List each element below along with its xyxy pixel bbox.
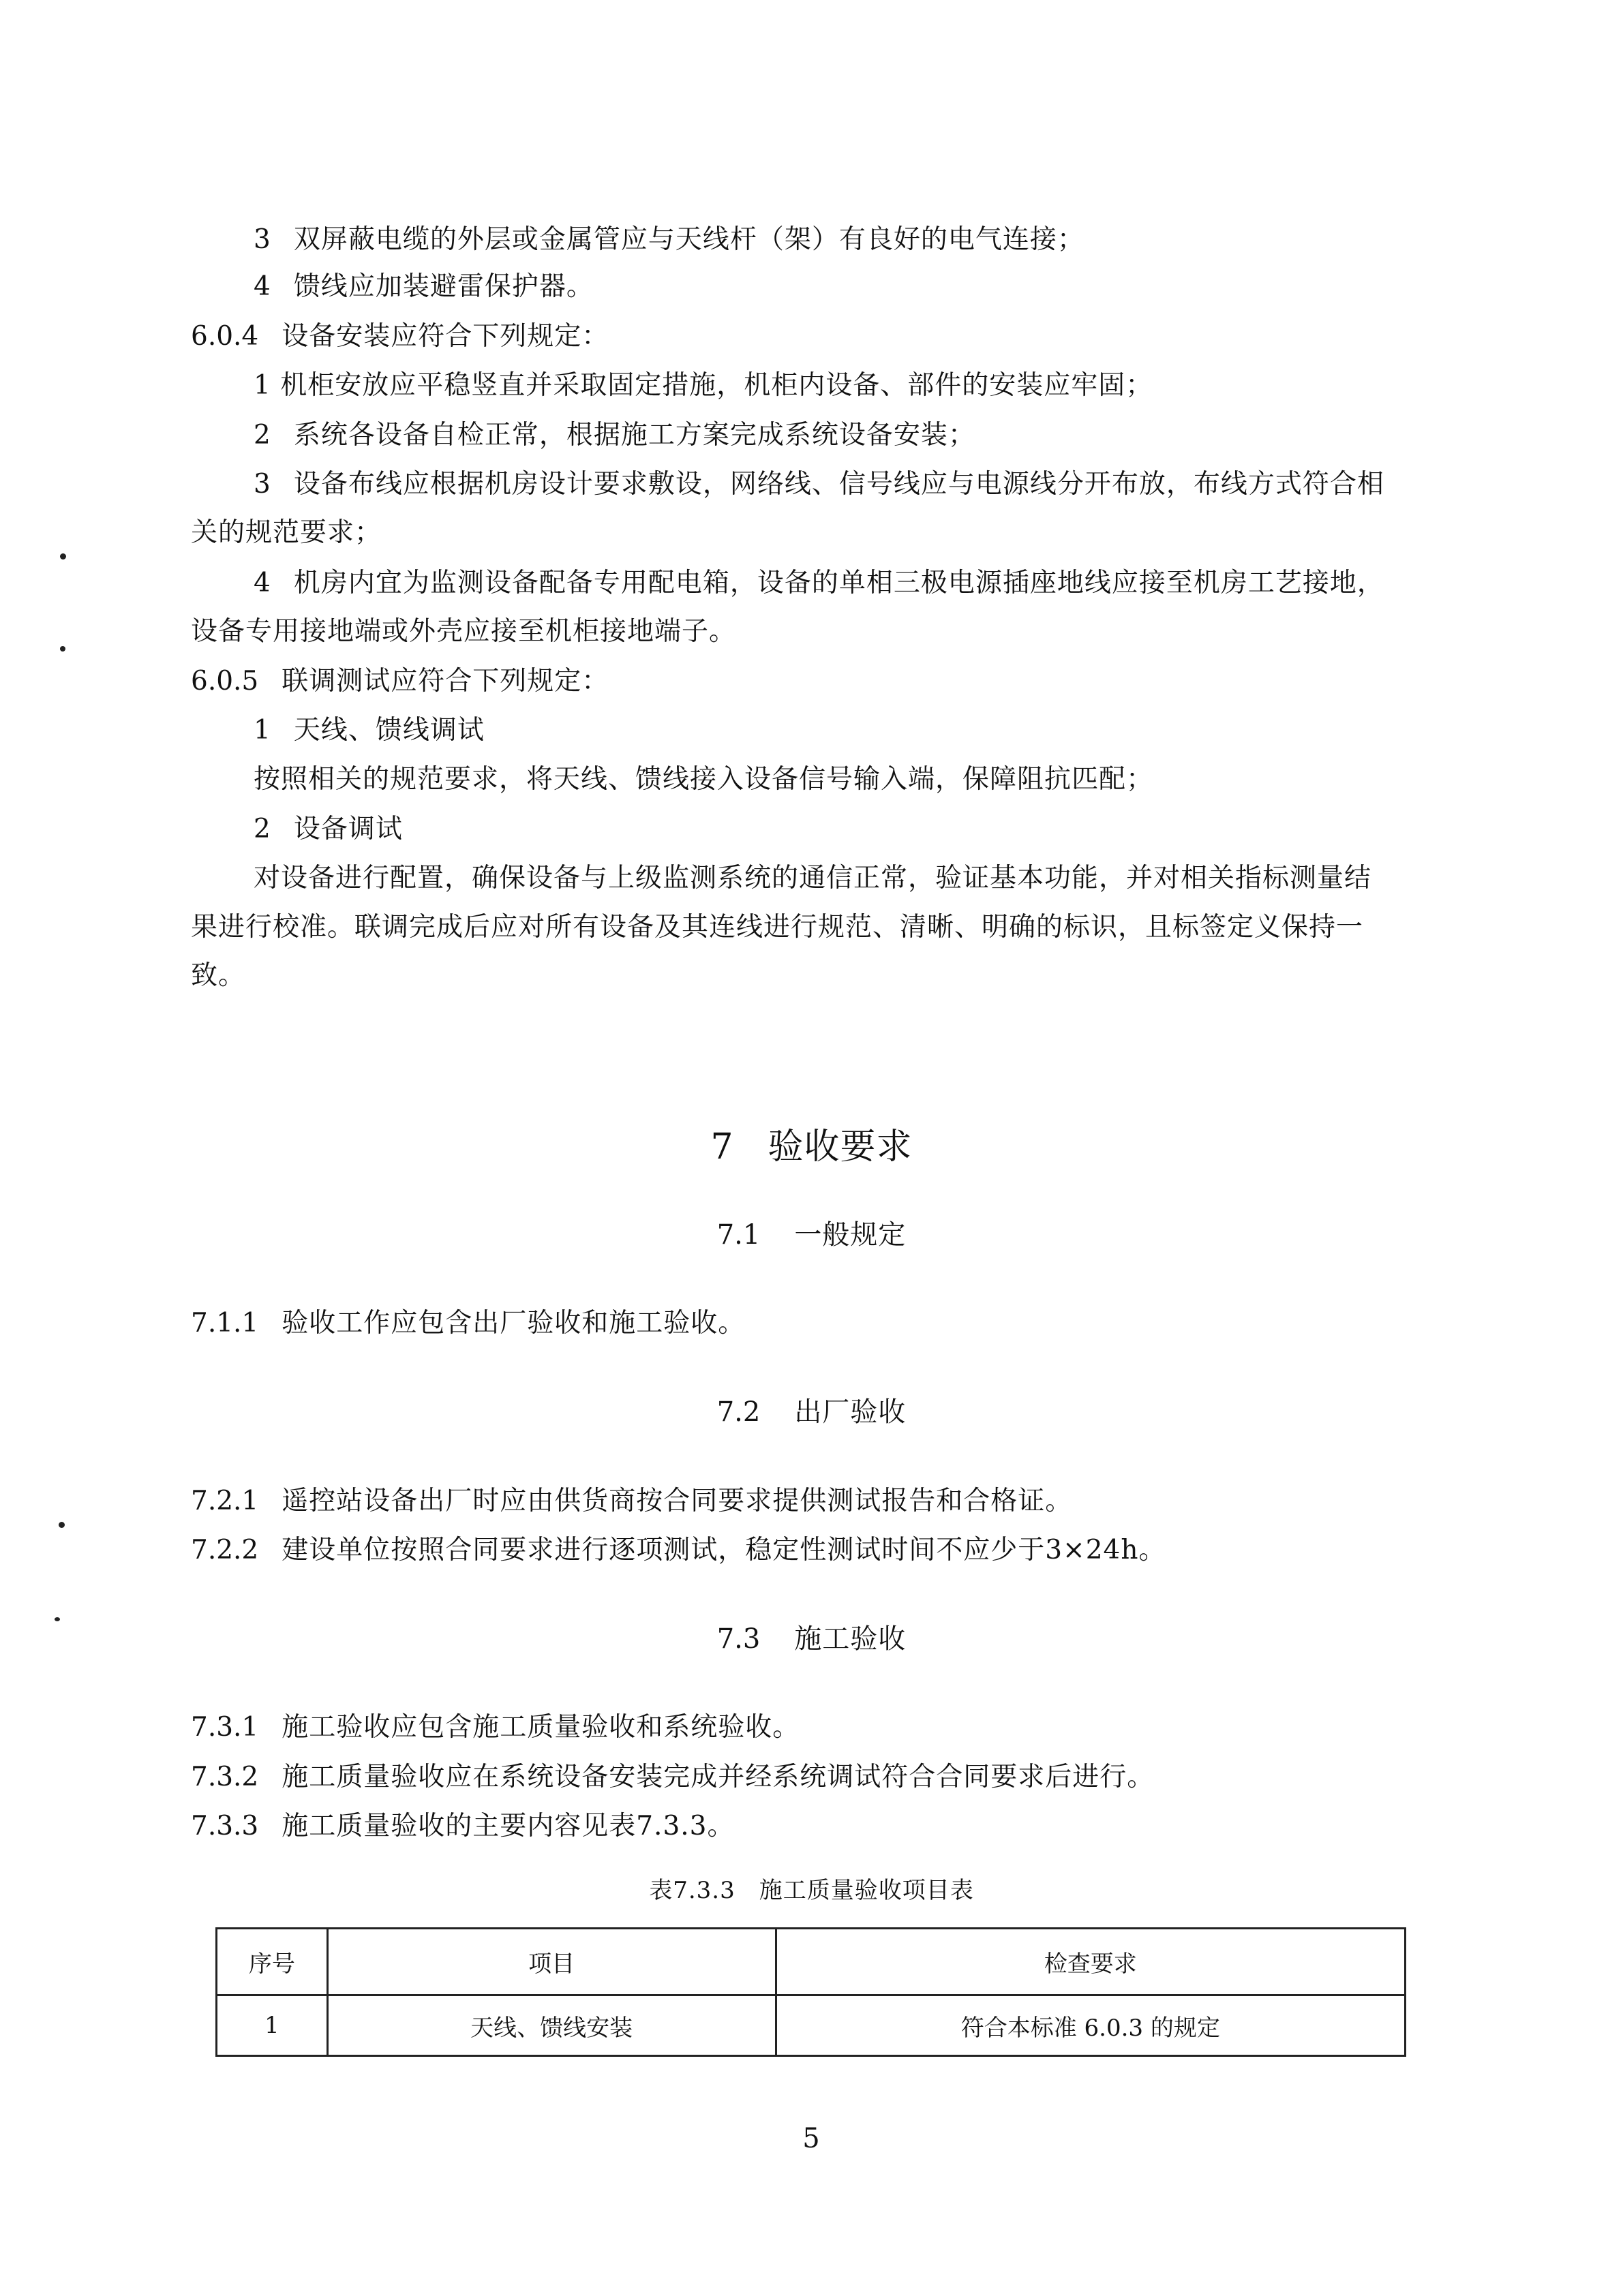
list-item-continuation: 致。 bbox=[191, 960, 246, 991]
clause-7-1-1 bbox=[191, 1303, 745, 1344]
list-item-body: 按照相关的规范要求，将天线、馈线接入设备信号输入端，保障阻抗匹配； bbox=[254, 764, 1154, 795]
scan-speck bbox=[59, 1522, 65, 1528]
item-number: 4 bbox=[254, 271, 271, 302]
table-header-row bbox=[217, 1929, 1406, 1995]
clause-number: 7.3.2 bbox=[191, 1762, 259, 1792]
scan-speck bbox=[55, 1617, 60, 1621]
clause-7-3-3 bbox=[191, 1806, 734, 1847]
section-heading-7-1 bbox=[0, 1214, 1623, 1255]
column-header-item: 项目 bbox=[327, 1929, 776, 1995]
column-header-index: 序号 bbox=[217, 1929, 328, 1995]
clause-text: 验收工作应包含出厂验收和施工验收。 bbox=[282, 1308, 746, 1338]
clause-number: 7.2.1 bbox=[191, 1486, 259, 1516]
table-cell: 符合本标准 6.0.3 的规定 bbox=[776, 1995, 1405, 2056]
item-number: 1 bbox=[254, 715, 271, 746]
clause-6-0-5 bbox=[191, 661, 609, 702]
section-title: 施工验收 bbox=[794, 1623, 907, 1655]
item-text: 天线、馈线调试 bbox=[293, 715, 485, 746]
section-title: 一般规定 bbox=[794, 1219, 907, 1251]
table-cell: 天线、馈线安装 bbox=[327, 1995, 776, 2056]
table-row bbox=[217, 1995, 1406, 2056]
clause-7-2-2 bbox=[191, 1530, 1166, 1571]
section-heading-7-3 bbox=[0, 1619, 1623, 1659]
list-item-continuation: 设备专用接地端或外壳应接至机柜接地端子。 bbox=[191, 616, 737, 647]
chapter-title: 验收要求 bbox=[768, 1127, 913, 1167]
item-number: 2 bbox=[254, 814, 271, 844]
scan-speck bbox=[60, 646, 65, 652]
item-number: 4 bbox=[254, 568, 271, 598]
item-text: 系统各设备自检正常，根据施工方案完成系统设备安装； bbox=[293, 420, 975, 450]
table-cell: 1 bbox=[217, 1995, 328, 2056]
item-text: 1 机柜安放应平稳竖直并采取固定措施，机柜内设备、部件的安装应牢固； bbox=[254, 370, 1153, 401]
column-header-requirement: 检查要求 bbox=[776, 1929, 1405, 1995]
section-number: 7.3 bbox=[716, 1623, 761, 1655]
list-item bbox=[254, 415, 975, 456]
clause-6-0-4 bbox=[191, 316, 609, 357]
item-text: 设备调试 bbox=[293, 814, 403, 844]
list-item bbox=[254, 563, 1384, 604]
clause-text: 施工验收应包含施工质量验收和系统验收。 bbox=[282, 1712, 800, 1743]
clause-number: 7.3.1 bbox=[191, 1712, 259, 1743]
list-item-continuation: 果进行校准。联调完成后应对所有设备及其连线进行规范、清晰、明确的标识，且标签定义保持一 bbox=[191, 912, 1364, 943]
list-item bbox=[254, 266, 594, 307]
chapter-number: 7 bbox=[710, 1127, 734, 1167]
clause-7-3-2 bbox=[191, 1757, 1154, 1798]
clause-text: 建设单位按照合同要求进行逐项测试，稳定性测试时间不应少于3×24h。 bbox=[282, 1535, 1166, 1565]
clause-number: 6.0.4 bbox=[191, 321, 259, 352]
clause-number: 6.0.5 bbox=[191, 666, 259, 697]
section-number: 7.1 bbox=[716, 1219, 761, 1251]
table-caption: 表7.3.3 施工质量验收项目表 bbox=[649, 1877, 974, 1904]
clause-7-3-1 bbox=[191, 1707, 800, 1748]
section-title: 出厂验收 bbox=[794, 1396, 907, 1428]
item-text: 双屏蔽电缆的外层或金属管应与天线杆（架）有良好的电气连接； bbox=[293, 224, 1084, 255]
list-item-body: 对设备进行配置，确保设备与上级监测系统的通信正常，验证基本功能，并对相关指标测量结 bbox=[254, 863, 1372, 893]
section-number: 7.2 bbox=[716, 1396, 761, 1428]
page-number: 5 bbox=[802, 2123, 821, 2154]
list-item bbox=[254, 710, 485, 751]
clause-text: 设备安装应符合下列规定： bbox=[282, 321, 609, 352]
item-text: 机房内宜为监测设备配备专用配电箱，设备的单相三极电源插座地线应接至机房工艺接地， bbox=[293, 568, 1384, 598]
scan-speck bbox=[60, 553, 66, 560]
clause-text: 施工质量验收的主要内容见表7.3.3。 bbox=[282, 1811, 735, 1841]
clause-7-2-1 bbox=[191, 1481, 1072, 1522]
item-text: 设备布线应根据机房设计要求敷设，网络线、信号线应与电源线分开布放，布线方式符合相 bbox=[293, 469, 1384, 500]
item-text: 馈线应加装避雷保护器。 bbox=[293, 271, 594, 302]
chapter-heading bbox=[0, 1120, 1623, 1174]
clause-text: 联调测试应符合下列规定： bbox=[282, 666, 609, 697]
clause-number: 7.3.3 bbox=[191, 1811, 259, 1841]
list-item-continuation: 关的规范要求； bbox=[191, 517, 382, 548]
item-number: 3 bbox=[254, 469, 271, 500]
list-item bbox=[254, 365, 1153, 406]
clause-text: 施工质量验收应在系统设备安装完成并经系统调试符合合同要求后进行。 bbox=[282, 1762, 1155, 1792]
clause-text: 遥控站设备出厂时应由供货商按合同要求提供测试报告和合格证。 bbox=[282, 1486, 1073, 1516]
acceptance-items-table bbox=[215, 1927, 1406, 2057]
list-item bbox=[254, 809, 403, 850]
item-number: 2 bbox=[254, 420, 271, 450]
list-item bbox=[254, 464, 1384, 505]
section-heading-7-2 bbox=[0, 1392, 1623, 1433]
clause-number: 7.2.2 bbox=[191, 1535, 259, 1565]
item-number: 3 bbox=[254, 224, 271, 255]
list-item bbox=[254, 219, 1084, 260]
clause-number: 7.1.1 bbox=[191, 1308, 259, 1338]
